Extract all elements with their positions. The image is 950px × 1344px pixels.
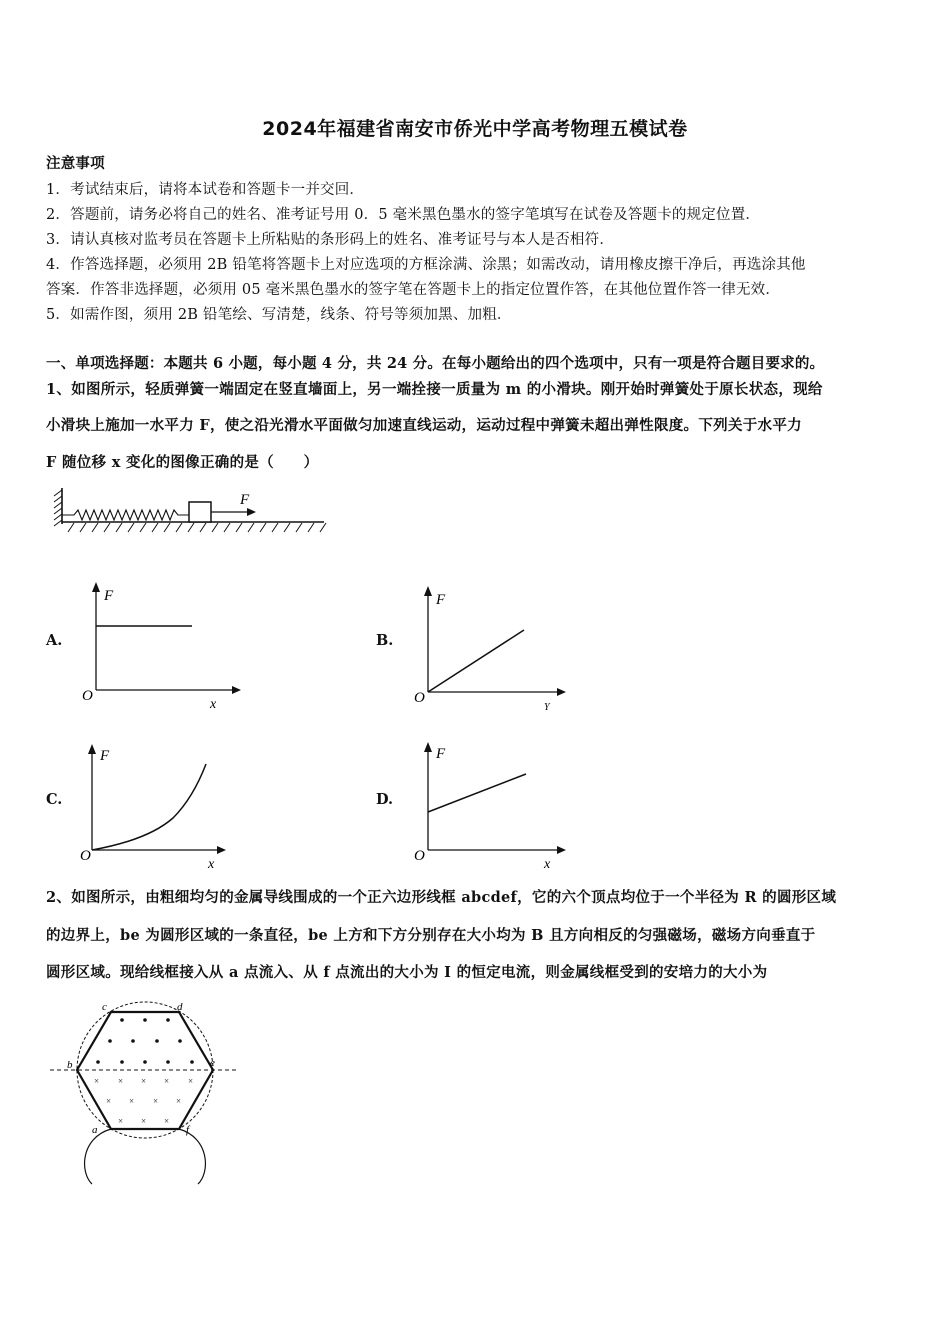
svg-text:e: e bbox=[210, 1057, 215, 1069]
option-c-label: C. bbox=[46, 791, 63, 808]
notice-item-3: 3．请认真核对监考员在答题卡上所粘贴的条形码上的姓名、准考证号与本人是否相符． bbox=[46, 232, 615, 248]
hexagon-field-figure bbox=[50, 998, 240, 1188]
q1-text-line2: 小滑块上施加一水平力 F，使之沿光滑水平面做匀加速直线运动，运动过程中弹簧未超出弹性限度。下列关于水平力 bbox=[46, 417, 802, 434]
q2-text-line1: 2、如图所示，由粗细均匀的金属导线围成的一个正六边形线框 abcdef，它的六个顶点均位于一个半径为 R 的圆形区域 bbox=[46, 889, 837, 906]
option-b-label: B. bbox=[376, 632, 394, 649]
svg-text:O: O bbox=[80, 848, 91, 864]
q1-text-line3: F 随位移 x 变化的图像正确的是（ ） bbox=[46, 454, 319, 471]
svg-text:×: × bbox=[106, 1096, 112, 1106]
svg-text:×: × bbox=[176, 1096, 182, 1106]
force-label: F bbox=[240, 492, 250, 508]
notice-item-2: 2．答题前，请务必将自己的姓名、准考证号用 0．5 毫米黑色墨水的签字笔填写在试卷及答题卡的规定位置． bbox=[46, 207, 761, 223]
notice-item-4: 4．作答选择题，必须用 2B 铅笔将答题卡上对应选项的方框涂满、涂黑；如需改动，请用橡皮擦干净后，再选涂其他 bbox=[46, 257, 806, 273]
q2-text-line2: 的边界上，be 为圆形区域的一条直径，be 上方和下方分别存在大小均为 B 且方向相反的匀强磁场，磁场方向垂直于 bbox=[46, 927, 816, 944]
svg-text:×: × bbox=[118, 1116, 124, 1126]
notice-heading: 注意事项 bbox=[46, 155, 105, 172]
svg-text:×: × bbox=[153, 1096, 159, 1106]
notice-item-4-cont: 答案．作答非选择题，必须用 05 毫米黑色墨水的签字笔在答题卡上的指定位置作答，在其他位置作答一律无效． bbox=[46, 282, 781, 298]
svg-text:O: O bbox=[414, 690, 425, 706]
option-d-graph bbox=[410, 736, 580, 870]
svg-text:O: O bbox=[414, 848, 425, 864]
svg-text:b: b bbox=[67, 1059, 73, 1071]
svg-text:F: F bbox=[436, 746, 446, 762]
svg-text:×: × bbox=[164, 1076, 170, 1086]
option-b-graph bbox=[410, 578, 580, 712]
svg-text:×: × bbox=[129, 1096, 135, 1106]
notice-item-1: 1．考试结束后，请将本试卷和答题卡一并交回． bbox=[46, 182, 365, 198]
svg-text:×: × bbox=[164, 1116, 170, 1126]
section-heading: 一、单项选择题：本题共 6 小题，每小题 4 分，共 24 分。在每小题给出的四个选项中，只有一项是符合题目要求的。 bbox=[46, 355, 825, 372]
notice-item-5: 5．如需作图，须用 2B 铅笔绘、写清楚，线条、符号等须加黑、加粗． bbox=[46, 307, 512, 323]
option-a-graph bbox=[78, 576, 248, 710]
q2-text-line3: 圆形区域。现给线框接入从 a 点流入、从 f 点流出的大小为 I 的恒定电流，则金属线框受到的安培力的大小为 bbox=[46, 964, 768, 981]
option-c-graph bbox=[78, 736, 248, 870]
svg-text:c: c bbox=[102, 1001, 107, 1013]
spring-block-figure bbox=[44, 482, 334, 538]
svg-text:x: x bbox=[544, 857, 551, 870]
svg-text:×: × bbox=[94, 1076, 100, 1086]
svg-text:x: x bbox=[210, 697, 217, 710]
option-a-label: A. bbox=[46, 632, 63, 649]
page-title: 2024年福建省南安市侨光中学高考物理五模试卷 bbox=[262, 118, 688, 140]
svg-text:×: × bbox=[141, 1076, 147, 1086]
svg-text:f: f bbox=[186, 1124, 190, 1136]
svg-text:×: × bbox=[188, 1076, 194, 1086]
option-d-label: D. bbox=[376, 791, 394, 808]
svg-text:×: × bbox=[118, 1076, 124, 1086]
svg-text:×: × bbox=[141, 1116, 147, 1126]
q1-text-line1: 1、如图所示，轻质弹簧一端固定在竖直墙面上，另一端拴接一质量为 m 的小滑块。刚开始时弹簧处于原长状态，现给 bbox=[46, 381, 823, 398]
svg-text:F: F bbox=[436, 592, 446, 608]
svg-text:a: a bbox=[92, 1124, 98, 1136]
svg-text:Y: Y bbox=[544, 702, 550, 712]
svg-text:F: F bbox=[100, 748, 110, 764]
svg-text:F: F bbox=[104, 588, 114, 604]
svg-text:d: d bbox=[177, 1001, 183, 1013]
svg-text:x: x bbox=[208, 857, 215, 870]
svg-text:O: O bbox=[82, 688, 93, 704]
